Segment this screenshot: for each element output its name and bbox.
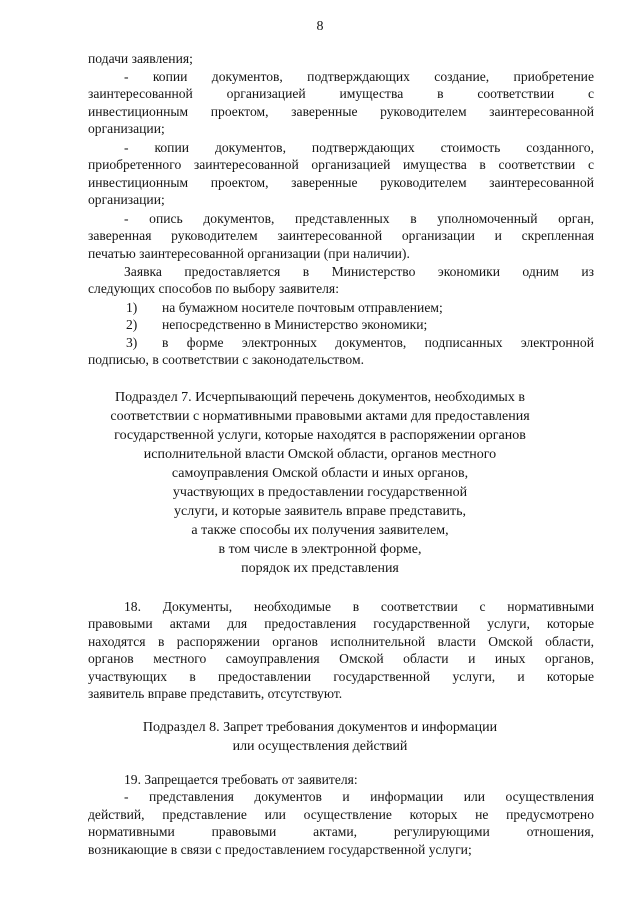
list-item: 3) в форме электронных документов, подписанных электронной	[126, 334, 594, 350]
list-item: 1) на бумажном носителе почтовым отправлением;	[126, 300, 443, 315]
bullet-copies-cost: - копии документов, подтверждающих стоимость созданного, приобретенного заинтересованной организацией имущества в соответствии с инвестиционным проектом, заверенные руководителем заинтересованной организации;	[88, 140, 594, 208]
item-18-paragraph: 18. Документы, необходимые в соответствии с нормативными правовыми актами для предоставления государственной услуги, которые находятся в распоряжении органов исполнительной власти Омской области, органов местного самоуправления Омской области и иных органов, участвующих в предоставлении государственной услуги, и которые заявитель вправе представить, отсутствуют.	[88, 599, 594, 702]
bullet-document-inventory: - опись документов, представленных в уполномоченный орган, заверенная руководителем заинтересованной организации и скрепленная печатью заинтересованной организации (при наличии).	[88, 211, 594, 261]
item-19-paragraph: 19. Запрещается требовать от заявителя: - представления документов и информации или осуществления действий, представление или осуществление которых не предусмотрено нормативными правовыми актами, регулирующими отношения, возникающие в связи с предоставлением государственной услуги;	[88, 772, 594, 857]
submission-paragraph: Заявка предоставляется в Министерство экономики одним из следующих способов по выбору заявителя:	[88, 264, 594, 297]
subsection-7-heading: Подраздел 7. Исчерпывающий перечень документов, необходимых в соответствии с нормативными правовыми актами для предоставления государственной услуги, которые находятся в распоряжении органов исполнительной власти Омской области, органов местного самоуправления Омской области и иных органов, участвующих в предоставлении государственной услуги, и которые заявитель вправе представить, а также способы их получения заявителем, в том числе в электронной форме, порядок их представления	[110, 390, 530, 576]
subsection-8-heading: Подраздел 8. Запрет требования документов и информации или осуществления действий	[142, 720, 498, 754]
list-item: 2) непосредственно в Министерство экономики;	[126, 317, 428, 333]
bullet-copies-creation: - копии документов, подтверждающих создание, приобретение заинтересованной организацией имущества в соответствии с инвестиционным проектом, заверенные руководителем заинтересованной организации;	[88, 69, 594, 137]
submission-methods-list: 1) на бумажном носителе почтовым отправлением; 2) непосредственно в Министерство экономики; 3) в форме электронных документов, подписанных электронной подписью, в соответствии с законодательством.	[88, 300, 594, 368]
paragraph-continuation: подачи заявления;	[88, 51, 193, 66]
page-number: 8	[316, 19, 324, 34]
